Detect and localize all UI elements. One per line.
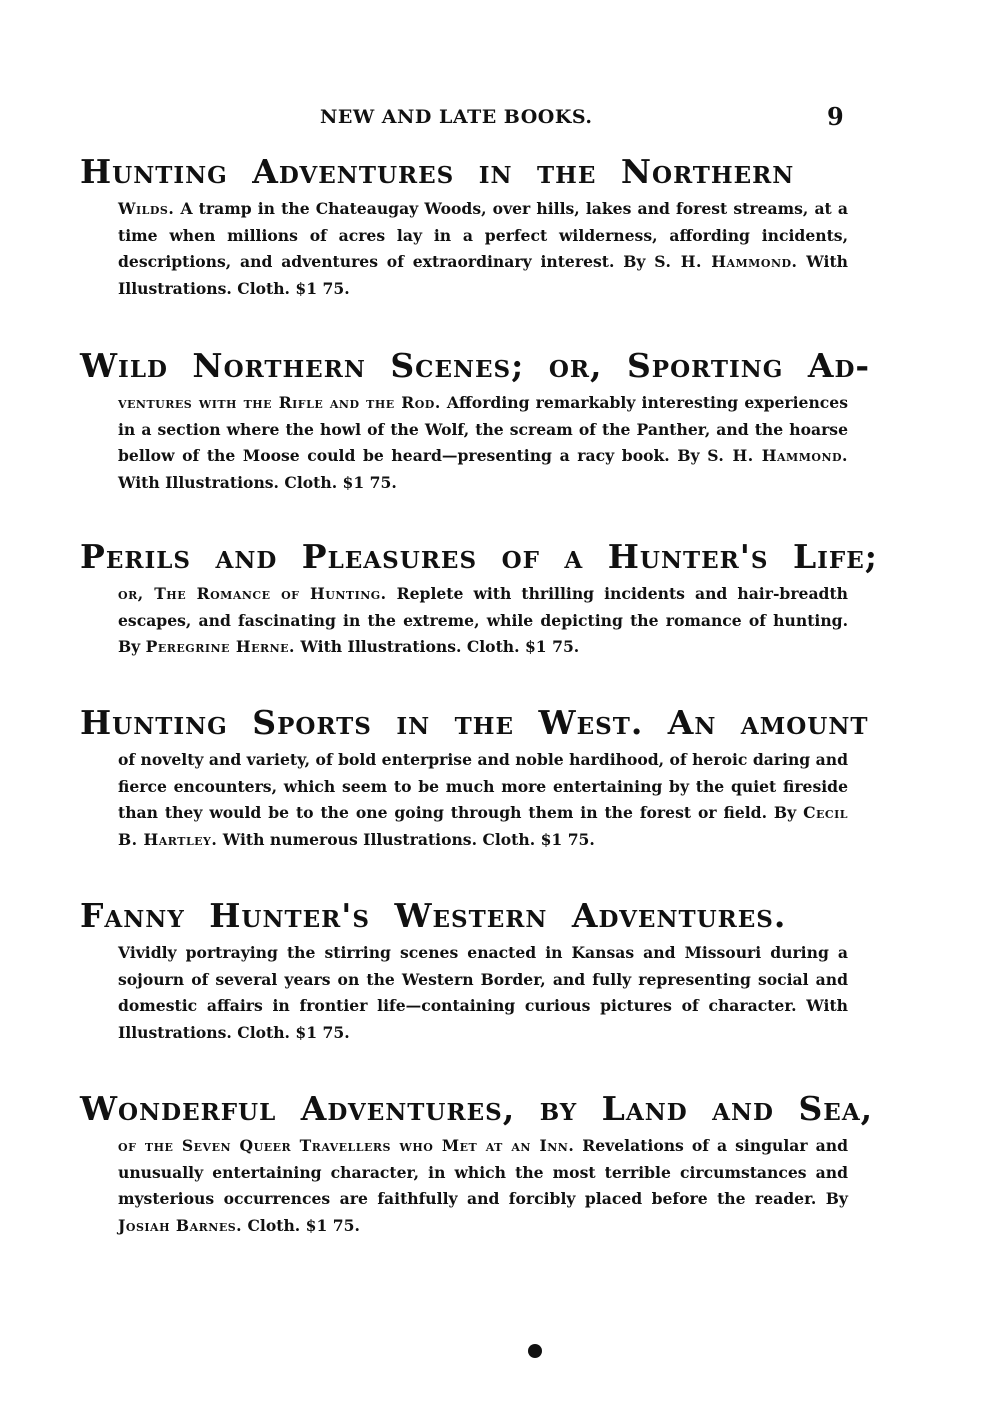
book-title: Hunting Adventures in the Northern <box>80 152 795 191</box>
book-entry <box>80 537 878 661</box>
book-description <box>118 940 848 1046</box>
book-description <box>118 581 848 661</box>
book-title: Wonderful Adventures, by Land and Sea, <box>80 1089 874 1128</box>
book-description <box>118 747 848 853</box>
running-head <box>0 104 1000 132</box>
edition-price: With Illustrations. Cloth. $1 75. <box>118 472 397 492</box>
book-entry <box>80 1089 874 1239</box>
edition-price: With Illustrations. Cloth. $1 75. <box>118 252 848 298</box>
description-text: of novelty and variety, of bold enterprise and noble hardihood, of heroic daring and fierce encounters, which seem to be much more entertaining by the quiet fireside than they would be to the one going through them in the forest or field. By <box>118 750 848 823</box>
edition-price: Cloth. $1 75. <box>242 1215 360 1235</box>
book-entry <box>80 703 869 853</box>
book-description <box>118 196 848 302</box>
running-title: NEW AND LATE BOOKS. <box>320 106 593 128</box>
book-entry <box>80 152 860 302</box>
description-text: Replete with thrilling incidents and hair-breadth escapes, and fascinating in the extreme, while depicting the romance of hunting. By <box>118 584 848 657</box>
book-title: Hunting Sports in the West. An amount <box>80 703 869 742</box>
book-description <box>118 390 848 496</box>
title-continuation: Wilds. <box>118 199 175 218</box>
author-name: Josiah Barnes. <box>118 1215 243 1235</box>
description-text: Revelations of a singular and unusually entertaining character, in which the most terrible circumstances and mysterious occurrences are faithfully and forcibly placed before the reader. By <box>118 1136 848 1209</box>
book-entry <box>80 896 860 1046</box>
description-text: A tramp in the Chateaugay Woods, over hills, lakes and forest streams, at a time when millions of acres lay in a perfect wilderness, affording incidents, descriptions, and adventures of extraordinary interest. By <box>118 199 848 272</box>
title-continuation: or, The Romance of Hunting. <box>118 584 387 603</box>
author-name: S. H. Hammond. <box>654 252 798 272</box>
book-title: Wild Northern Scenes; or, Sporting Ad- <box>80 346 871 385</box>
description-text: Affording remarkably interesting experiences in a section where the howl of the Wolf, the scream of the Panther, and the hoarse bellow of the Moose could be heard—presenting a racy book. By <box>118 393 848 466</box>
book-description <box>118 1133 848 1239</box>
ornament-dot-icon <box>528 1344 542 1358</box>
page-number: 9 <box>827 102 845 131</box>
book-title: Fanny Hunter's Western Adventures. <box>80 896 787 935</box>
title-continuation: of the Seven Queer Travellers who Met at an Inn. <box>118 1136 575 1155</box>
author-name: Peregrine Herne. <box>145 637 295 657</box>
edition-price: With numerous Illustrations. Cloth. $1 75. <box>217 829 595 849</box>
author-name: S. H. Hammond. <box>707 446 848 466</box>
book-title: Perils and Pleasures of a Hunter's Life; <box>80 537 878 576</box>
book-entry <box>80 346 871 496</box>
title-continuation: ventures with the Rifle and the Rod. <box>118 393 441 412</box>
author-name: Cecil B. Hartley. <box>118 803 848 849</box>
description-text: Vividly portraying the stirring scenes enacted in Kansas and Missouri during a sojourn of several years on the Western Border, and fully representing social and domestic affairs in frontier life—containing curious pictures of character. With Illustrations. Cloth. $1 75. <box>118 943 848 1042</box>
edition-price: With Illustrations. Cloth. $1 75. <box>294 637 580 657</box>
